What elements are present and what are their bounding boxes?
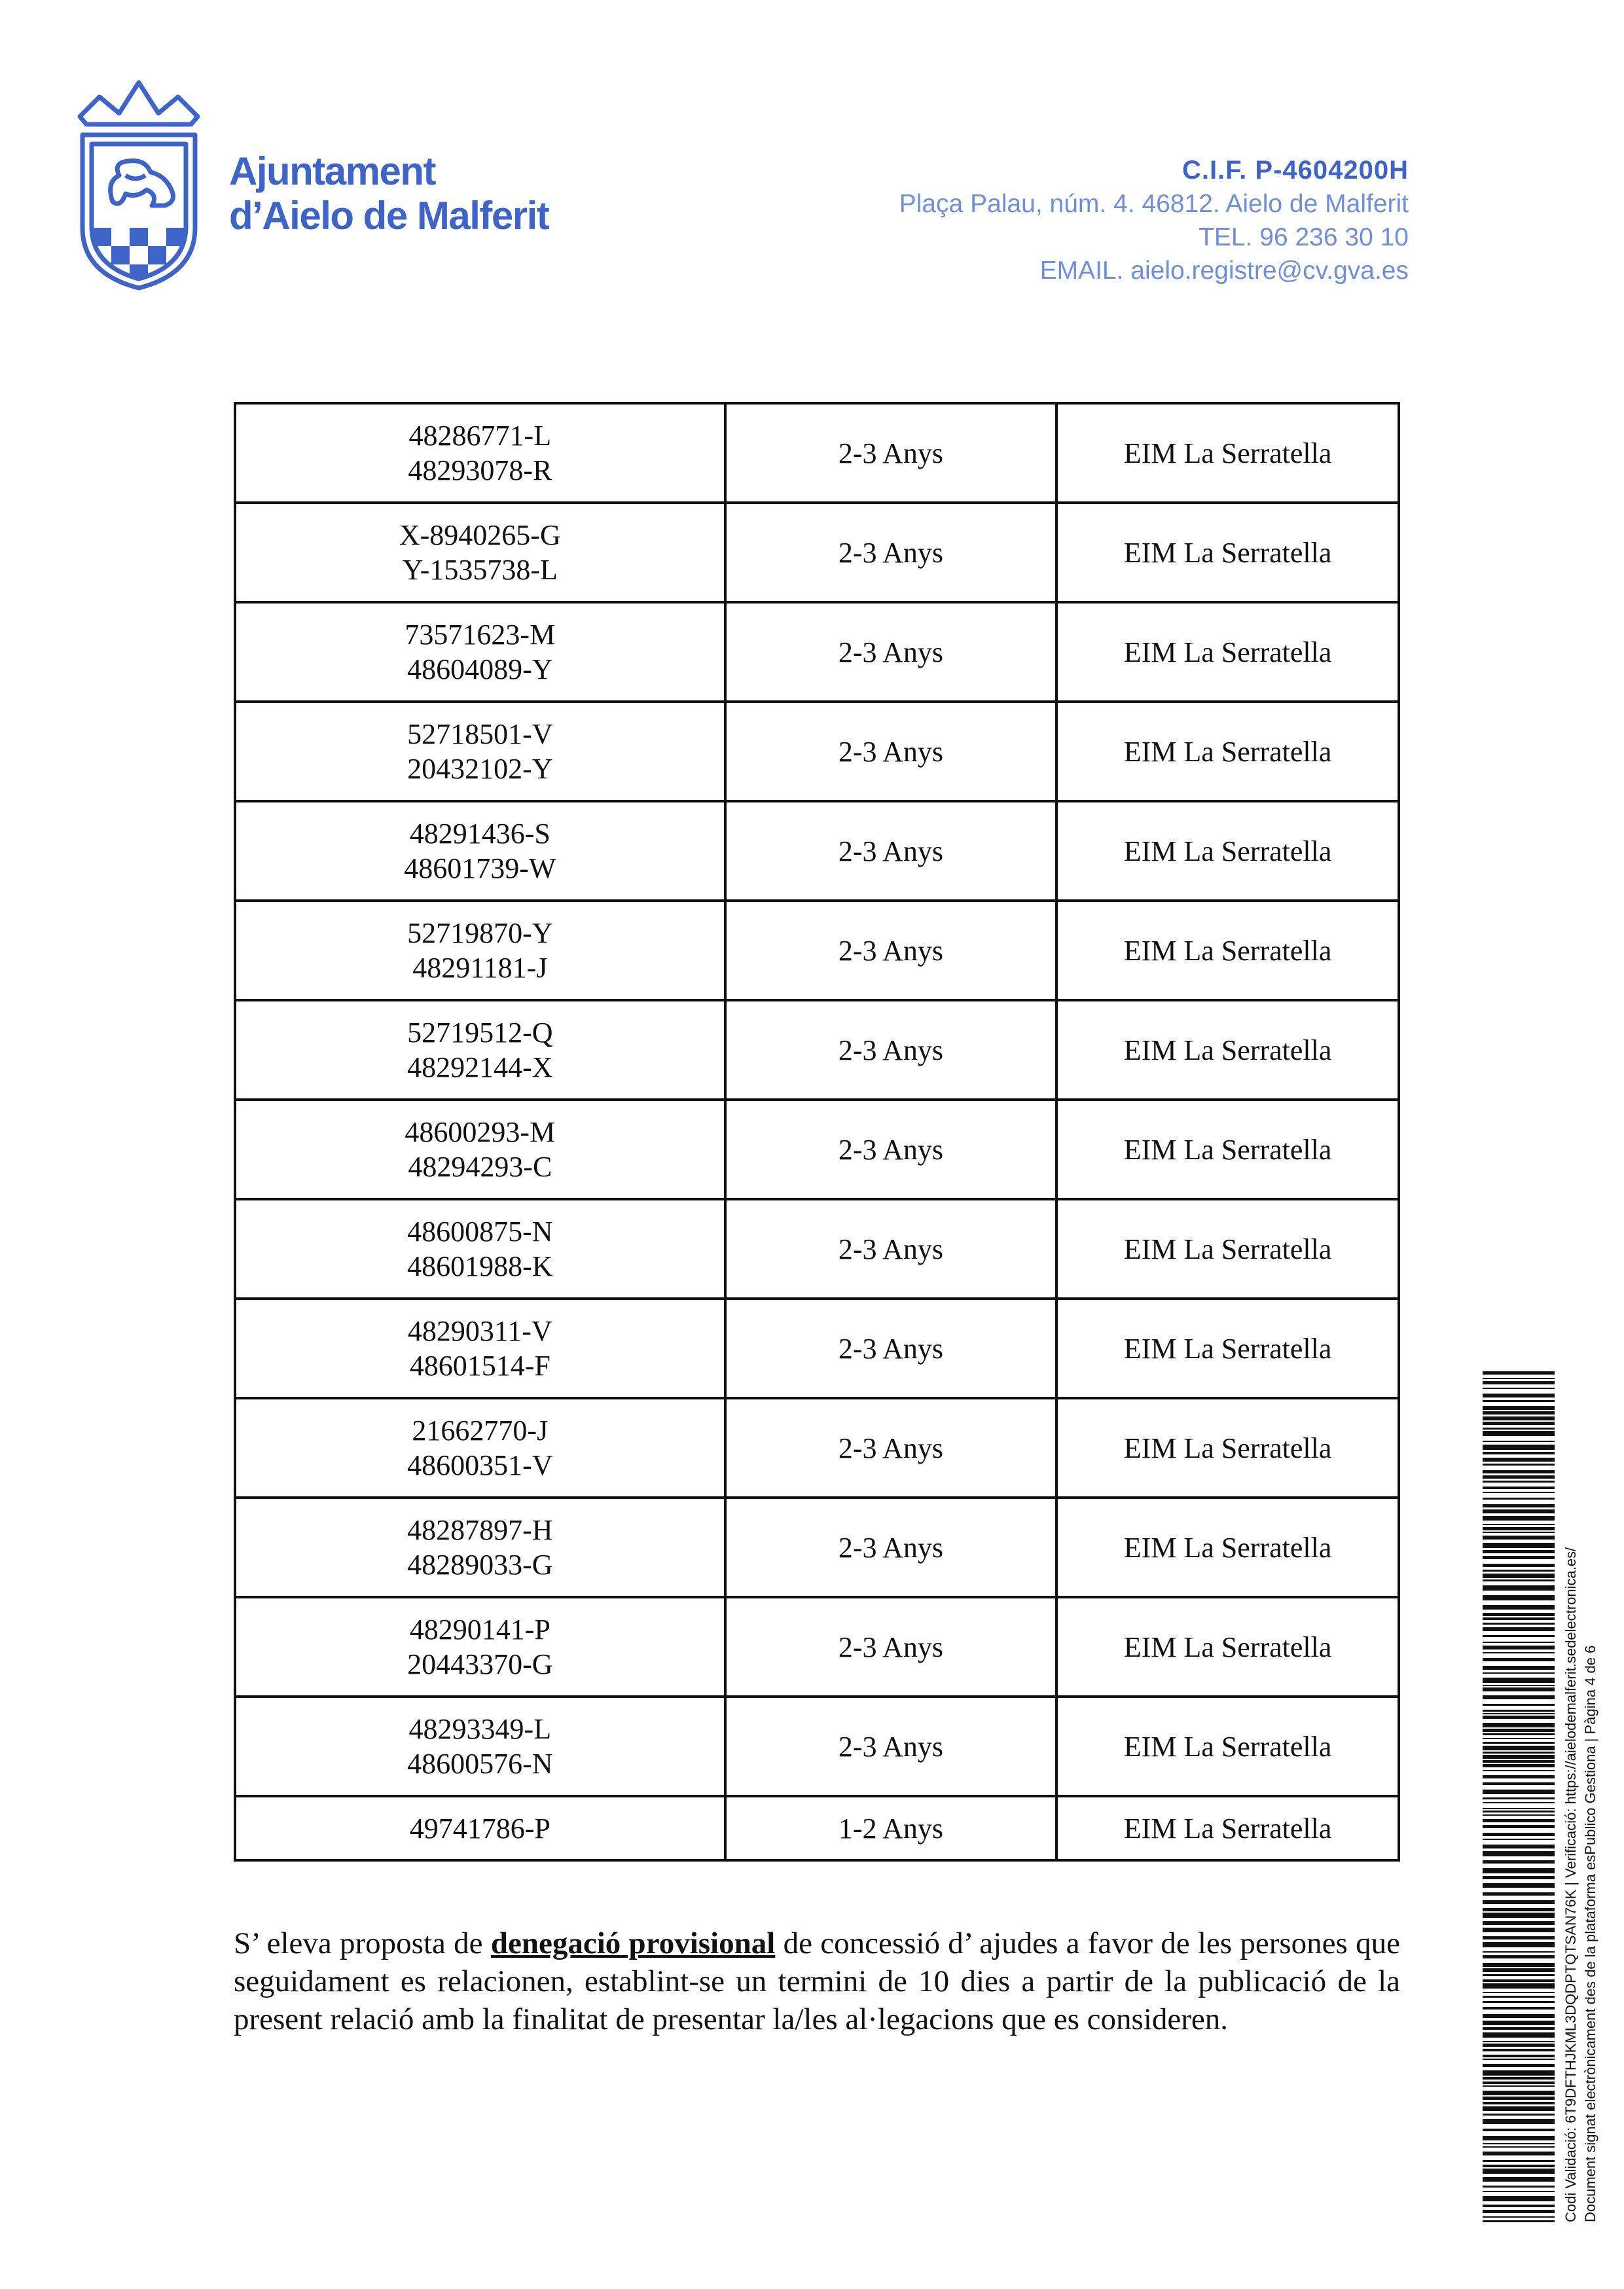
barcode-bar (1483, 1672, 1555, 1674)
school-cell: EIM La Serratella (1056, 503, 1399, 602)
barcode-bar (1483, 1441, 1555, 1442)
barcode-bar (1483, 2007, 1555, 2010)
id-number: 48600576-N (407, 1748, 553, 1780)
barcode-bar (1483, 1532, 1555, 1533)
barcode-bar (1483, 2136, 1555, 2140)
age-cell: 2-3 Anys (725, 1100, 1057, 1199)
barcode-bar (1483, 2129, 1555, 2131)
barcode-bar (1483, 1570, 1555, 1572)
barcode-bar (1483, 1797, 1555, 1799)
id-cell (235, 1697, 725, 1796)
validation-barcode-icon (1483, 1371, 1555, 2222)
id-cell (235, 1398, 725, 1498)
table-row (235, 1000, 1399, 1100)
age-cell: 2-3 Anys (725, 702, 1057, 801)
barcode-bar (1483, 1416, 1555, 1420)
barcode-bar (1483, 1716, 1555, 1719)
barcode-bar (1483, 1733, 1555, 1735)
school-cell: EIM La Serratella (1056, 801, 1399, 901)
barcode-bar (1483, 1543, 1555, 1548)
barcode-bar (1483, 1819, 1555, 1822)
id-cell (235, 801, 725, 901)
table-row (235, 901, 1399, 1000)
barcode-bar (1483, 2077, 1555, 2080)
barcode-bar (1483, 1687, 1555, 1691)
barcode-bar (1483, 2191, 1555, 2192)
id-number: 48604089-Y (407, 653, 553, 685)
barcode-bar (1483, 2114, 1555, 2116)
barcode-bar (1483, 1913, 1555, 1918)
school-cell: EIM La Serratella (1056, 1398, 1399, 1498)
barcode-bar (1483, 2064, 1555, 2067)
barcode-bar (1483, 1868, 1555, 1873)
barcode-bar (1483, 1851, 1555, 1856)
barcode-bar (1483, 1371, 1555, 1375)
age-cell: 2-3 Anys (725, 602, 1057, 702)
barcode-bar (1483, 1968, 1555, 1972)
validation-line-2: Document signat electrònicament des de la plataforma esPublico Gestiona | Pàgina 4 de 6 (1582, 1645, 1598, 2222)
barcode-bar (1483, 1394, 1555, 1397)
barcode-bar (1483, 1642, 1555, 1643)
school-cell: EIM La Serratella (1056, 1100, 1399, 1199)
barcode-bar (1483, 1983, 1555, 1989)
barcode-bar (1483, 1746, 1555, 1750)
barcode-bar (1483, 2001, 1555, 2003)
barcode-bar (1483, 2070, 1555, 2076)
barcode-bar (1483, 1666, 1555, 1670)
barcode-bar (1483, 1406, 1555, 1410)
id-number: 52718501-V (407, 718, 553, 750)
table-row (235, 801, 1399, 901)
table-row (235, 1697, 1399, 1796)
table-row (235, 1498, 1399, 1597)
email: EMAIL. aielo.registre@cv.gva.es (1039, 257, 1409, 285)
barcode-bar (1483, 1579, 1555, 1581)
table-row (235, 1100, 1399, 1199)
school-cell: EIM La Serratella (1056, 702, 1399, 801)
barcode-bar (1483, 1802, 1555, 1803)
validation-line-1: Codi Validació: 6T9DFTHJKML3DQDPTQTSAN76K | Verificació: https://aielodemalferit.sedelectronica.es/ (1562, 1547, 1579, 2222)
id-number: 48292144-X (407, 1051, 553, 1083)
barcode-bar (1483, 2027, 1555, 2030)
barcode-bar (1483, 1646, 1555, 1649)
age-cell: 2-3 Anys (725, 1697, 1057, 1796)
id-number: 48600351-V (407, 1449, 553, 1481)
barcode-bar (1483, 1678, 1555, 1683)
age-cell: 2-3 Anys (725, 1000, 1057, 1100)
id-number: 73571623-M (405, 619, 556, 651)
id-number: 48290311-V (407, 1315, 552, 1347)
id-number: 49741786-P (409, 1812, 550, 1845)
id-cell (235, 403, 725, 503)
school-cell: EIM La Serratella (1056, 1498, 1399, 1597)
table-row (235, 1299, 1399, 1398)
id-number: 48601988-K (407, 1250, 553, 1282)
barcode-bar (1483, 1388, 1555, 1389)
denial-notice (234, 1924, 1400, 2038)
school-cell: EIM La Serratella (1056, 602, 1399, 702)
barcode-bar (1483, 2041, 1555, 2042)
barcode-bar (1483, 2059, 1555, 2060)
barcode-bar (1483, 1892, 1555, 1896)
barcode-bar (1483, 2160, 1555, 2162)
barcode-bar (1483, 1833, 1555, 1836)
barcode-bar (1483, 1527, 1555, 1530)
barcode-bar (1483, 1498, 1555, 1500)
id-number: 48286771-L (408, 420, 552, 452)
barcode-bar (1483, 2106, 1555, 2111)
barcode-bar (1483, 2119, 1555, 2124)
barcode-bar (1483, 1921, 1555, 1925)
barcode-bar (1483, 1378, 1555, 1379)
table-row (235, 1199, 1399, 1299)
age-cell: 2-3 Anys (725, 1597, 1057, 1697)
barcode-bar (1483, 1411, 1555, 1415)
barcode-bar (1483, 1605, 1555, 1610)
barcode-bar (1483, 1979, 1555, 1982)
barcode-bar (1483, 1428, 1555, 1430)
barcode-bar (1483, 1811, 1555, 1812)
barcode-bar (1483, 2049, 1555, 2051)
id-number: 48289033-G (407, 1549, 553, 1581)
barcode-bar (1483, 1585, 1555, 1591)
barcode-bar (1483, 1963, 1555, 1967)
barcode-bar (1483, 2044, 1555, 2047)
barcode-bar (1483, 1652, 1555, 1653)
barcode-bar (1483, 1883, 1555, 1888)
id-number: 21662770-J (412, 1415, 549, 1447)
barcode-bar (1483, 1452, 1555, 1454)
barcode-bar (1483, 1470, 1555, 1473)
barcode-bar (1483, 2186, 1555, 2188)
barcode-bar (1483, 1742, 1555, 1744)
barcode-bar (1483, 2177, 1555, 2182)
barcode-bar (1483, 1839, 1555, 1840)
id-cell (235, 602, 725, 702)
id-number: 48293349-L (408, 1713, 552, 1745)
barcode-bar (1483, 1955, 1555, 1958)
school-cell: EIM La Serratella (1056, 1000, 1399, 1100)
school-cell: EIM La Serratella (1056, 1597, 1399, 1697)
id-cell (235, 1597, 725, 1697)
id-cell (235, 1000, 725, 1100)
barcode-bar (1483, 1992, 1555, 1993)
barcode-bar (1483, 2055, 1555, 2057)
barcode-bar (1483, 1509, 1555, 1513)
barcode-bar (1483, 1860, 1555, 1864)
barcode-bar (1483, 1400, 1555, 1402)
barcode-bar (1483, 1790, 1555, 1794)
barcode-bar (1483, 1524, 1555, 1525)
barcode-bar (1483, 1516, 1555, 1521)
barcode-bar (1483, 1775, 1555, 1778)
age-cell: 2-3 Anys (725, 1498, 1057, 1597)
table-row (235, 403, 1399, 503)
id-number: 48601514-F (409, 1350, 550, 1382)
barcode-bar (1483, 2165, 1555, 2167)
barcode-bar (1483, 1723, 1555, 1727)
id-number: 48290141-P (409, 1613, 550, 1646)
id-number: 20432102-Y (407, 753, 553, 785)
id-cell (235, 503, 725, 602)
age-cell: 2-3 Anys (725, 1398, 1057, 1498)
id-number: 48601739-W (404, 852, 556, 884)
barcode-bar (1483, 1574, 1555, 1578)
school-cell: EIM La Serratella (1056, 1299, 1399, 1398)
barcode-bar (1483, 1710, 1555, 1712)
barcode-bar (1483, 1936, 1555, 1939)
id-cell (235, 1100, 725, 1199)
barcode-bar (1483, 1685, 1555, 1686)
barcode-bar (1483, 1481, 1555, 1483)
barcode-bar (1483, 2216, 1555, 2218)
barcode-bar (1483, 2152, 1555, 2155)
barcode-bar (1483, 1770, 1555, 1771)
barcode-bar (1483, 1845, 1555, 1848)
age-cell: 2-3 Anys (725, 1199, 1057, 1299)
notice-rest: de concessió d’ ajudes a favor de les persones que seguidament es relacionen, establint-se un termini de 10 dies a partir de la publicació de la present relació amb la finalitat de presentar la/les al·legacions que es consideren. (234, 1926, 1400, 2036)
beneficiaries-table (234, 402, 1400, 1862)
barcode-bar (1483, 1713, 1555, 1714)
barcode-bar (1483, 1556, 1555, 1559)
barcode-bar (1483, 1623, 1555, 1625)
school-cell: EIM La Serratella (1056, 1199, 1399, 1299)
id-number: 48293078-R (408, 454, 552, 486)
barcode-bar (1483, 2082, 1555, 2084)
school-cell: EIM La Serratella (1056, 1697, 1399, 1796)
barcode-bar (1483, 1492, 1555, 1493)
barcode-bar (1483, 2014, 1555, 2018)
barcode-bar (1483, 2169, 1555, 2174)
barcode-bar (1483, 1536, 1555, 1540)
barcode-bar (1483, 1431, 1555, 1436)
id-cell (235, 1498, 725, 1597)
barcode-bar (1483, 2085, 1555, 2087)
id-number: 48291181-J (412, 952, 548, 984)
age-cell: 1-2 Anys (725, 1796, 1057, 1860)
barcode-bar (1483, 1755, 1555, 1759)
barcode-bar (1483, 2097, 1555, 2100)
barcode-bar (1483, 1738, 1555, 1739)
barcode-bar (1483, 2102, 1555, 2104)
barcode-bar (1483, 1782, 1555, 1785)
org-name-line2: d’Aielo de Malferit (229, 194, 549, 238)
id-number: 48294293-C (408, 1151, 552, 1183)
barcode-bar (1483, 1900, 1555, 1904)
barcode-bar (1483, 1825, 1555, 1828)
barcode-bar (1483, 1564, 1555, 1567)
id-number: 20443370-G (407, 1648, 553, 1680)
barcode-bar (1483, 2091, 1555, 2095)
id-cell (235, 1199, 725, 1299)
id-number: X-8940265-G (399, 519, 561, 551)
barcode-bar (1483, 1876, 1555, 1879)
barcode-bar (1483, 1464, 1555, 1466)
barcode-bar (1483, 2210, 1555, 2213)
contact-block (899, 154, 1409, 287)
age-cell: 2-3 Anys (725, 901, 1057, 1000)
barcode-bar (1483, 1764, 1555, 1767)
id-number: Y-1535738-L (402, 554, 558, 586)
barcode-bar (1483, 1951, 1555, 1953)
school-cell: EIM La Serratella (1056, 403, 1399, 503)
barcode-bar (1483, 1381, 1555, 1384)
notice-emphasis: denegació provisional (490, 1926, 776, 1960)
table-row (235, 1796, 1399, 1860)
id-cell (235, 1796, 725, 1860)
age-cell: 2-3 Anys (725, 503, 1057, 602)
barcode-bar (1483, 1752, 1555, 1754)
barcode-bar (1483, 1487, 1555, 1489)
id-number: 52719870-Y (407, 917, 553, 949)
barcode-bar (1483, 2220, 1555, 2222)
age-cell: 2-3 Anys (725, 1299, 1057, 1398)
barcode-bar (1483, 2032, 1555, 2038)
barcode-bar (1483, 1942, 1555, 1947)
barcode-bar (1483, 1695, 1555, 1699)
barcode-bar (1483, 2146, 1555, 2148)
id-number: 48291436-S (409, 818, 550, 850)
id-number: 52719512-Q (407, 1017, 553, 1049)
table-row (235, 1398, 1399, 1498)
table-row (235, 602, 1399, 702)
phone: TEL. 96 236 30 10 (1199, 223, 1409, 251)
barcode-bar (1483, 1974, 1555, 1976)
barcode-bar (1483, 1475, 1555, 1479)
barcode-bar (1483, 1458, 1555, 1462)
barcode-bar (1483, 1613, 1555, 1616)
validation-text (1561, 1371, 1600, 2222)
crest-lion-icon (73, 77, 204, 293)
barcode-bar (1483, 1445, 1555, 1450)
age-cell: 2-3 Anys (725, 801, 1057, 901)
barcode-bar (1483, 1422, 1555, 1425)
barcode-bar (1483, 1729, 1555, 1732)
id-number: 48287897-H (407, 1514, 553, 1546)
barcode-bar (1483, 1550, 1555, 1553)
table-row (235, 1597, 1399, 1697)
id-cell (235, 1299, 725, 1398)
notice-lead: S’ eleva proposta de (234, 1926, 491, 1960)
org-name (229, 149, 549, 238)
school-cell: EIM La Serratella (1056, 1796, 1399, 1860)
barcode-bar (1483, 1617, 1555, 1620)
barcode-bar (1483, 2205, 1555, 2207)
org-name-line1: Ajuntament (229, 149, 435, 193)
id-cell (235, 702, 725, 801)
id-number: 48600875-N (407, 1216, 553, 1248)
barcode-bar (1483, 1996, 1555, 1998)
barcode-bar (1483, 2196, 1555, 2201)
barcode-bar (1483, 2143, 1555, 2144)
cif-number: C.I.F. P-4604200H (1182, 156, 1409, 185)
school-cell: EIM La Serratella (1056, 901, 1399, 1000)
barcode-bar (1483, 1808, 1555, 1809)
address: Plaça Palau, núm. 4. 46812. Aielo de Malferit (899, 190, 1409, 218)
barcode-bar (1483, 1928, 1555, 1932)
barcode-bar (1483, 1635, 1555, 1637)
age-cell: 2-3 Anys (725, 403, 1057, 503)
barcode-bar (1483, 1627, 1555, 1631)
barcode-bar (1483, 1704, 1555, 1706)
barcode-bar (1483, 1908, 1555, 1911)
barcode-bar (1483, 1504, 1555, 1507)
id-cell (235, 901, 725, 1000)
id-number: 48600293-M (405, 1116, 556, 1148)
barcode-bar (1483, 1814, 1555, 1816)
barcode-bar (1483, 1658, 1555, 1661)
barcode-bar (1483, 1595, 1555, 1600)
barcode-bar (1483, 1760, 1555, 1763)
barcode-bar (1483, 2021, 1555, 2025)
table-row (235, 503, 1399, 602)
table-row (235, 702, 1399, 801)
